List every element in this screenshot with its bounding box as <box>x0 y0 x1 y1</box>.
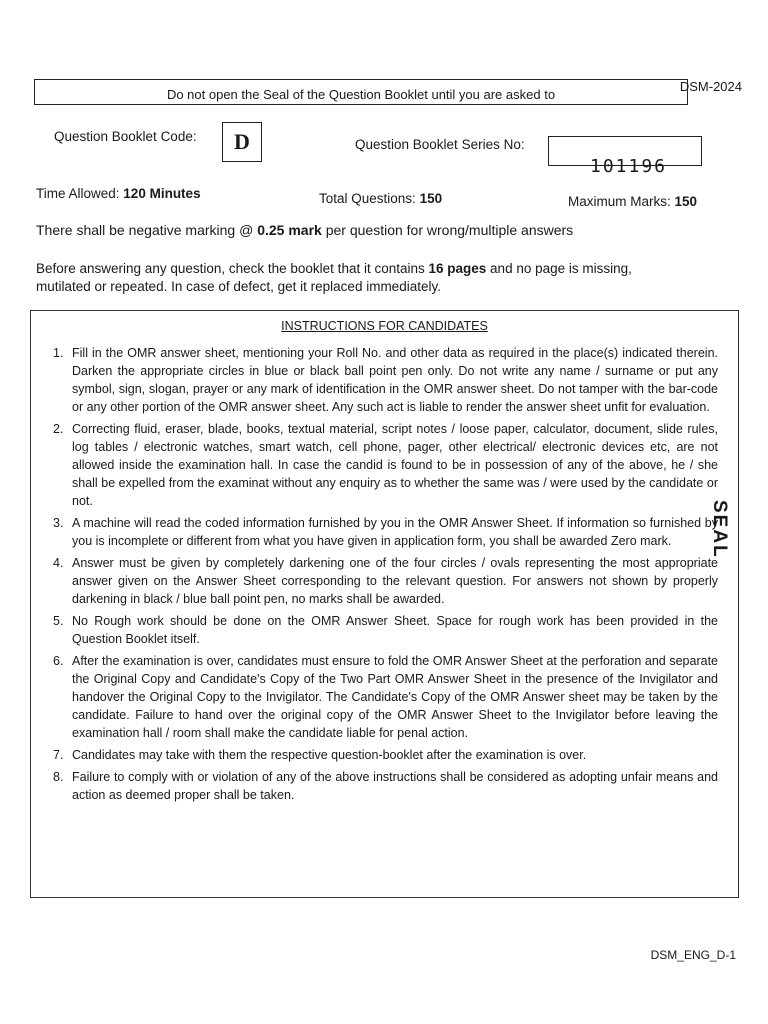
pages-notice-line2: mutilated or repeated. In case of defect, get it replaced immediately. <box>36 279 441 294</box>
instruction-item <box>53 652 718 742</box>
instruction-item <box>53 612 718 648</box>
instruction-number: 1. <box>53 346 64 360</box>
maximum-marks-label: Maximum Marks: <box>568 194 671 209</box>
time-allowed-value: 120 Minutes <box>123 186 201 201</box>
seal-notice-box <box>34 79 688 105</box>
booklet-series-label: Question Booklet Series No: <box>355 137 525 152</box>
instruction-number: 3. <box>53 516 64 530</box>
maximum-marks-value: 150 <box>674 194 698 209</box>
instruction-text: After the examination is over, candidates must ensure to fold the OMR Answer Sheet at the perforation and separate the Original Copy and Candidate's Copy of the Two Part OMR Answer Sheet in the presence of the Invigilator and handover the Original Copy to the Invigilator. The Candidate's Copy of the OMR Answer sheet may be taken by the candidate. Failure to hand over the original copy of the OMR Answer Sheet to the Invigilator before leaving the examination hall / room shall make the candidate liable for penal action. <box>72 654 718 740</box>
instruction-text: No Rough work should be done on the OMR Answer Sheet. Space for rough work has been provided in the Question Booklet itself. <box>72 614 718 646</box>
time-allowed <box>36 186 201 201</box>
instruction-number: 7. <box>53 748 64 762</box>
pages-notice-count: 16 pages <box>428 261 487 276</box>
instructions-box <box>30 310 739 898</box>
instruction-item <box>53 554 718 608</box>
instruction-item <box>53 420 718 510</box>
instructions-list <box>53 344 718 808</box>
instruction-text: A machine will read the coded information furnished by you in the OMR Answer Sheet. If information so furnished by you is incomplete or different from what you have given in application form, you shall be awarded Zero mark. <box>72 516 718 548</box>
instruction-number: 2. <box>53 422 64 436</box>
instruction-text: Fill in the OMR answer sheet, mentioning your Roll No. and other data as required in the place(s) indicated therein. Darken the appropriate circles in blue or black ball point pen only. Do not write any name / surname or put any symbol, sign, slogan, prayer or any mark of identification in the OMR answer sheet. Do not tamper with the bar-code or any other portion of the OMR answer sheet. Any such act is liable to render the answer sheet unfit for evaluation. <box>72 346 718 414</box>
booklet-code-box: D <box>222 122 262 162</box>
pages-notice-after: and no page is missing, <box>486 261 632 276</box>
booklet-code-label: Question Booklet Code: <box>54 129 197 144</box>
time-allowed-label: Time Allowed: <box>36 186 120 201</box>
booklet-series-number: 101196 <box>590 156 668 177</box>
instruction-text: Correcting fluid, eraser, blade, books, textual material, script notes / loose paper, calculator, document, slide rules, log tables / electronic watches, smart watch, cell phone, pager, other electrical/ electronic devices etc, are not allowed inside the examination hall. In case the candid is found to be in possession of any of the above, he / she shall be expelled from the examinat without any enquiry as to whether the same was / were used by the candidate or not. <box>72 422 718 508</box>
page-code: DSM_ENG_D-1 <box>650 948 736 962</box>
instruction-number: 8. <box>53 770 64 784</box>
negative-marking-notice <box>36 222 573 238</box>
instruction-number: 4. <box>53 556 64 570</box>
maximum-marks <box>568 194 697 209</box>
seal-notice-text: Do not open the Seal of the Question Booklet until you are asked to <box>166 87 556 102</box>
seal-mark: SEAL <box>709 500 730 559</box>
instruction-text: Failure to comply with or violation of any of the above instructions shall be considered as adopting unfair means and action as deemed proper shall be taken. <box>72 770 718 802</box>
instruction-item <box>53 514 718 550</box>
instruction-text: Answer must be given by completely darkening one of the four circles / ovals representing the most appropriate answer given on the Answer Sheet corresponding to the relevant question. For answers not shown by properly darkening in black / blue ball point pen, no marks shall be awarded. <box>72 556 718 606</box>
total-questions-label: Total Questions: <box>319 191 416 206</box>
instruction-number: 5. <box>53 614 64 628</box>
instruction-item <box>53 768 718 804</box>
instruction-text: Candidates may take with them the respective question-booklet after the examination is over. <box>72 748 587 762</box>
pages-notice-line1 <box>36 261 632 276</box>
exam-code: DSM-2024 <box>679 79 742 94</box>
negative-marking-amount: 0.25 mark <box>257 222 322 238</box>
instruction-item <box>53 746 718 764</box>
negative-marking-after: per question for wrong/multiple answers <box>321 222 574 238</box>
instruction-number: 6. <box>53 654 64 668</box>
pages-notice-before: Before answering any question, check the booklet that it contains <box>36 261 429 276</box>
instruction-item <box>53 344 718 416</box>
negative-marking-before: There shall be negative marking @ <box>36 222 258 238</box>
total-questions <box>319 191 442 206</box>
instructions-title: INSTRUCTIONS FOR CANDIDATES <box>281 319 488 333</box>
total-questions-value: 150 <box>419 191 443 206</box>
